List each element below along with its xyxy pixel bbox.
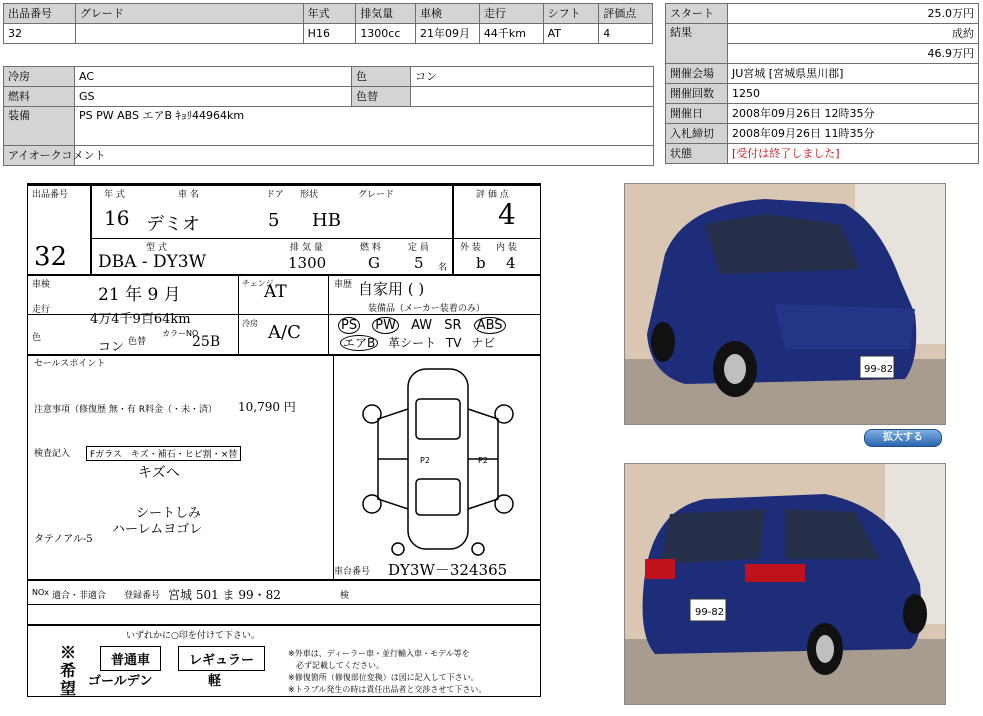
date-value: 2008年09月26日 12時35分 <box>728 104 979 124</box>
sheet-h-door: ドア <box>266 190 284 200</box>
header-year: 年式 <box>303 4 356 24</box>
lot-summary-value-row <box>4 24 653 44</box>
sheet-ext: b <box>476 254 486 272</box>
color-value: コン <box>411 67 654 87</box>
fuel-label: 燃料 <box>4 87 75 107</box>
sheet-h-equip: 装備品（メーカー装着のみ） <box>368 304 485 314</box>
fuel-value: GS <box>75 87 352 107</box>
cooling-value: AC <box>75 67 352 87</box>
value-grade <box>75 24 303 44</box>
close-label: 入札締切 <box>666 124 728 144</box>
header-shift: シフト <box>543 4 599 24</box>
sheet-disp: 1300 <box>288 254 327 272</box>
sheet-fine-1: ※外車は、ディーラー車・並行輸入車・モデル等を <box>288 649 470 658</box>
sheet-fine-2: 必ず記載してください。 <box>296 661 384 670</box>
front-plate-text: 99-82 <box>864 364 894 375</box>
auction-sheet-image[interactable] <box>27 183 541 697</box>
equip-pw: PW <box>372 317 399 334</box>
value-displacement: 1300cc <box>356 24 416 44</box>
sheet-h-change: チェンジ <box>242 279 274 288</box>
sheet-use: 自家用 ( ) <box>358 280 425 298</box>
sheet-note-3: ハーレムヨゴレ <box>112 522 203 537</box>
sheet-h-lot: 出品番号 <box>32 190 69 200</box>
value-score: 4 <box>599 24 653 44</box>
start-price: 25.0万円 <box>728 4 979 24</box>
equip-abs: ABS <box>474 317 506 334</box>
enlarge-button[interactable]: 拡大する <box>864 429 942 447</box>
sheet-h-reg-inspect: 検 <box>340 591 350 601</box>
sheet-h-model: 型 式 <box>146 243 167 253</box>
sheet-h-name: 車 名 <box>178 190 199 200</box>
car-photo-rear[interactable] <box>624 463 946 705</box>
sheet-cap-unit: 名 <box>438 263 448 273</box>
repaint-value <box>411 87 654 107</box>
sheet-note-4: タテノアル-5 <box>34 534 93 545</box>
value-mileage: 44千km <box>479 24 543 44</box>
equip-leather: 革シート <box>388 336 437 350</box>
auction-info-table <box>665 3 979 164</box>
sheet-equip-row-1 <box>338 318 506 333</box>
rear-plate-text: 99-82 <box>695 607 725 618</box>
sheet-h-chassis: 車台番号 <box>334 567 371 577</box>
sheet-opt-1: 普通車 <box>100 646 161 671</box>
sheet-opt-3: ゴールデン <box>88 674 153 689</box>
status-label: 状態 <box>666 144 728 164</box>
equip-ps: PS <box>338 317 360 334</box>
sheet-name: デミオ <box>146 214 200 235</box>
sheet-h-score: 評 価 点 <box>476 190 509 200</box>
sheet-opt-2: レギュラー <box>178 646 265 671</box>
sheet-note-2: シートしみ <box>136 506 202 521</box>
equip-navi: ナビ <box>471 336 496 350</box>
header-displacement: 排気量 <box>356 4 416 24</box>
repaint-label: 色替 <box>352 87 411 107</box>
header-lot-no: 出品番号 <box>4 4 76 24</box>
sheet-cap: 5 <box>414 254 424 272</box>
equip-aw: AW <box>411 318 433 333</box>
sheet-circle-note: いずれかに○印を付けて下さい。 <box>126 631 260 641</box>
sheet-h-notes: 注意事項（修復歴 無・有 R料金（・未・済） <box>34 405 217 415</box>
sheet-h-colorno: カラーNO <box>162 329 199 338</box>
header-mileage: 走行 <box>479 4 543 24</box>
sheet-fine-3: ※修復箇所（修復部位変換）は図に記入して下さい。 <box>288 673 479 682</box>
sheet-h-cap: 定 員 <box>408 243 429 253</box>
sheet-door: 5 <box>268 210 280 231</box>
value-year: H16 <box>303 24 356 44</box>
sheet-change: AT <box>264 282 287 302</box>
round-label: 開催回数 <box>666 84 728 104</box>
sheet-recycle: 10,790 円 <box>238 400 296 414</box>
sheet-h-int: 内 装 <box>496 243 517 253</box>
sheet-model: DBA - DY3W <box>98 252 207 272</box>
sheet-h-disp: 排 気 量 <box>290 243 323 253</box>
equip-sr: SR <box>444 318 462 333</box>
sheet-glass-row: Fガラス キズ・補石・ヒビ割・×替 <box>86 446 241 461</box>
lot-summary-table <box>3 3 653 44</box>
sheet-h-ac: 冷房 <box>242 319 258 328</box>
svg-text:P2: P2 <box>420 456 430 465</box>
result-status: 成約 <box>728 24 979 44</box>
sheet-opt-4: 軽 <box>208 674 222 689</box>
sheet-inspect: 21 年 9 月 <box>98 285 181 305</box>
round-value: 1250 <box>728 84 979 104</box>
sheet-int: 4 <box>506 254 516 272</box>
sheet-h-mileage: 走行 <box>32 305 51 315</box>
start-label: スタート <box>666 4 728 24</box>
sheet-year: 16 <box>104 206 130 230</box>
sheet-h-reg: 登録番号 <box>124 591 161 601</box>
value-inspection: 21年09月 <box>416 24 480 44</box>
color-label: 色 <box>352 67 411 87</box>
equip-tv: TV <box>445 336 462 350</box>
venue-value: JU宮城 [宮城県黒川郡] <box>728 64 979 84</box>
cooling-label: 冷房 <box>4 67 75 87</box>
value-shift: AT <box>543 24 599 44</box>
sheet-h-fuel: 燃 料 <box>360 243 381 253</box>
sheet-fuel: G <box>368 254 380 272</box>
sheet-h-color: 色 <box>32 333 42 343</box>
equip-label: 装備 <box>4 107 75 146</box>
sheet-ac: A/C <box>268 322 301 343</box>
value-lot-no: 32 <box>4 24 76 44</box>
close-value: 2008年09月26日 11時35分 <box>728 124 979 144</box>
sheet-equip-row-2 <box>340 334 495 351</box>
date-label: 開催日 <box>666 104 728 124</box>
sheet-h-compliance: 適合・非適合 <box>52 591 107 601</box>
sheet-fine-4: ※トラブル発生の時は責任出品者と交渉させて下さい。 <box>288 685 487 694</box>
sheet-h-repaint: 色替 <box>128 337 147 347</box>
sheet-h-use: 車歴 <box>334 280 353 290</box>
header-inspection: 車検 <box>416 4 480 24</box>
sheet-h-inspector: 検査記入 <box>34 449 71 459</box>
sheet-req: ※希望 <box>60 643 77 698</box>
sheet-h-shape: 形状 <box>300 190 319 200</box>
sheet-score: 4 <box>498 198 516 231</box>
sheet-shape: HB <box>312 210 341 231</box>
svg-text:P2: P2 <box>478 456 488 465</box>
sheet-mileage: 4万4千9百64km <box>90 312 191 327</box>
sheet-h-sales: セールスポイント <box>34 359 106 369</box>
specs-table <box>3 66 654 166</box>
car-damage-diagram <box>358 359 518 559</box>
sheet-note-1: キズヘ <box>138 465 180 481</box>
sheet-h-ext: 外 装 <box>460 243 481 253</box>
sheet-color: コン <box>98 340 125 355</box>
status-value: [受付は終了しました] <box>728 144 979 164</box>
sheet-h-inspect: 車検 <box>32 280 51 290</box>
sheet-lot: 32 <box>34 242 68 272</box>
header-grade: グレード <box>75 4 303 24</box>
lot-summary-header-row <box>4 4 653 24</box>
sheet-chassis: DY3W－324365 <box>388 561 508 579</box>
sheet-h-nox: NOx <box>32 588 50 597</box>
car-photo-front[interactable] <box>624 183 946 425</box>
sheet-reg: 宮城 501 ま 99・82 <box>168 588 281 602</box>
comment-value <box>75 146 654 166</box>
sheet-h-grade: グレード <box>358 190 395 200</box>
venue-label: 開催会場 <box>666 64 728 84</box>
result-price: 46.9万円 <box>728 44 979 64</box>
comment-label: アイオークコメント <box>4 146 75 166</box>
sheet-colorno: 25B <box>192 334 221 350</box>
sheet-h-year: 年 式 <box>104 190 125 200</box>
equip-airbag: エアB <box>340 335 378 351</box>
equip-value: PS PW ABS エアB ｷｮﾘ44964km <box>75 107 654 146</box>
header-score: 評価点 <box>599 4 653 24</box>
result-label: 結果 <box>666 24 728 64</box>
